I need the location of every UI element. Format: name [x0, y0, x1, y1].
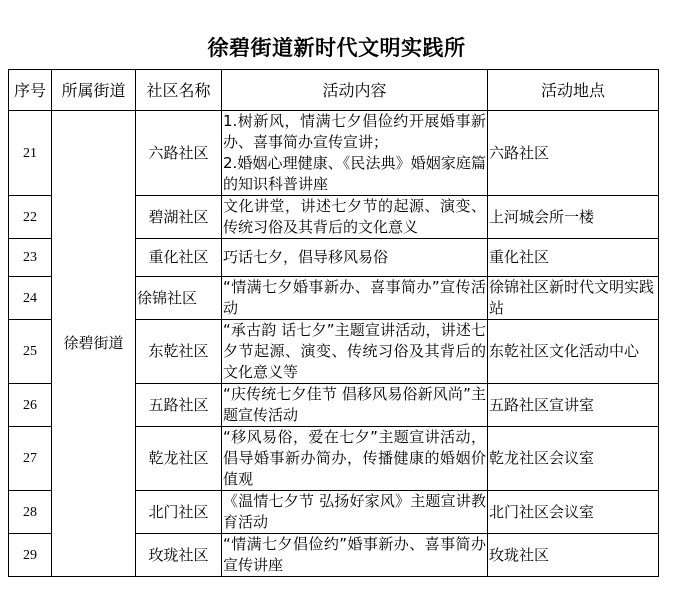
community-name: 北门社区 [136, 491, 222, 534]
header-street: 所属街道 [52, 70, 136, 111]
community-name: 玫珑社区 [136, 534, 222, 577]
row-number: 23 [9, 239, 52, 277]
activity-content: “情满七夕倡俭约”婚事新办、喜事简办宣传讲座 [222, 534, 488, 577]
activity-location: 徐锦社区新时代文明实践站 [488, 277, 659, 320]
page-title: 徐碧街道新时代文明实践所 [207, 36, 466, 60]
row-number: 21 [9, 111, 52, 196]
activity-content: “移风易俗，爱在七夕”主题宣讲活动，倡导婚事新办简办，传播健康的婚姻价值观 [222, 427, 488, 491]
activity-location: 北门社区会议室 [488, 491, 659, 534]
activity-location: 玫珑社区 [488, 534, 659, 577]
activity-content-line: 1.树新风，情满七夕倡俭约开展婚事新办、喜事简办宣传宣讲； 2.婚姻心理健康、《民法典》婚姻家庭篇的知识科普讲座 [223, 112, 486, 193]
row-number: 28 [9, 491, 52, 534]
activity-location: 重化社区 [488, 239, 659, 277]
community-name: 东乾社区 [136, 320, 222, 384]
community-name: 五路社区 [136, 384, 222, 427]
header-community: 社区名称 [136, 70, 222, 111]
activity-content: 文化讲堂，讲述七夕节的起源、演变、传统习俗及其背后的文化意义 [222, 196, 488, 239]
row-number: 29 [9, 534, 52, 577]
activity-location: 乾龙社区会议室 [488, 427, 659, 491]
table-header-row [9, 70, 659, 111]
activity-location: 东乾社区文化活动中心 [488, 320, 659, 384]
community-name: 六路社区 [136, 111, 222, 196]
activity-location: 上河城会所一楼 [488, 196, 659, 239]
activity-content: 《温情七夕节 弘扬好家风》主题宣讲教育活动 [222, 491, 488, 534]
activity-location: 六路社区 [488, 111, 659, 196]
activity-content: “情满七夕婚事新办、喜事简办”宣传活动 [222, 277, 488, 320]
row-number: 24 [9, 277, 52, 320]
community-name: 乾龙社区 [136, 427, 222, 491]
activity-location: 五路社区宣讲室 [488, 384, 659, 427]
row-number: 25 [9, 320, 52, 384]
community-name: 徐锦社区 [136, 277, 222, 320]
community-name: 重化社区 [136, 239, 222, 277]
row-number: 27 [9, 427, 52, 491]
activity-content: “承古韵 话七夕”主题宣讲活动，讲述七夕节起源、演变、传统习俗及其背后的文化意义等 [222, 320, 488, 384]
table-row [9, 111, 659, 196]
activity-content: 巧话七夕，倡导移风易俗 [222, 239, 488, 277]
row-number: 26 [9, 384, 52, 427]
header-no: 序号 [9, 70, 52, 111]
activity-content [222, 111, 488, 196]
street-name: 徐碧街道 [52, 111, 136, 577]
activity-table [8, 69, 659, 577]
header-content: 活动内容 [222, 70, 488, 111]
header-location: 活动地点 [488, 70, 659, 111]
row-number: 22 [9, 196, 52, 239]
activity-content: “庆传统七夕佳节 倡移风易俗新风尚”主题宣传活动 [222, 384, 488, 427]
community-name: 碧湖社区 [136, 196, 222, 239]
